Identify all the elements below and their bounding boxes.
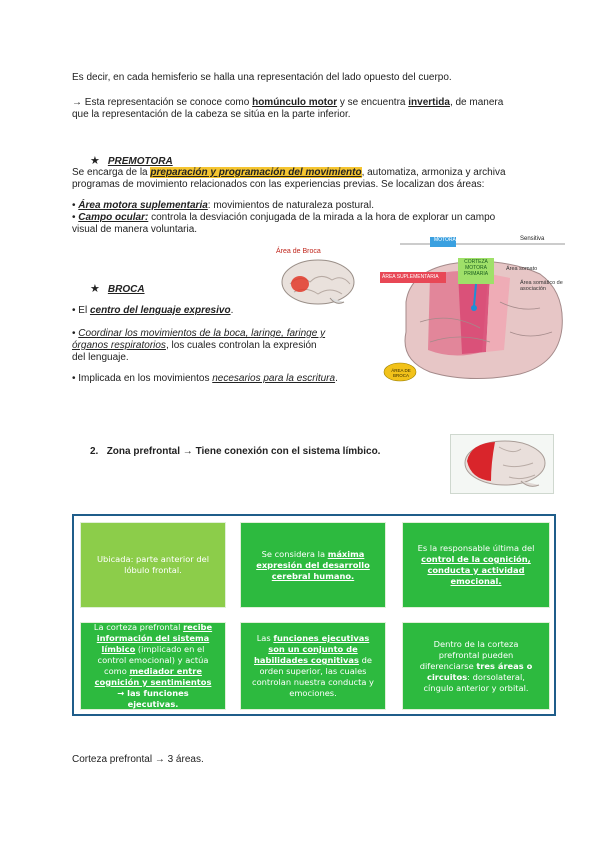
broca-title: BROCA xyxy=(107,284,145,295)
broca-item-2 xyxy=(72,328,372,364)
broca-item2-b: , los cuales controlan la expresión xyxy=(165,340,317,351)
homunculo-text-c: , de manera xyxy=(449,97,504,108)
motor-cortex-figure xyxy=(370,232,570,394)
broca-item3-a: • Implicada en los movimientos xyxy=(72,373,213,384)
grid-cell-funciones-text xyxy=(251,633,375,699)
grid-c5-b: de orden superior, las cuales controlan nuestra conducta y emociones. xyxy=(252,655,374,698)
grid-c4-u2: mediador entre cognición y sentimientos xyxy=(94,666,212,687)
grid-cell-areas-text xyxy=(413,639,539,694)
broca-brain-figure xyxy=(270,246,360,308)
campo-ocular-term: Campo ocular: xyxy=(78,212,149,223)
footer-line: Corteza prefrontal → 3 áreas. xyxy=(72,754,204,765)
premotora-intro-line2: programas de movimiento relacionados con las experiencias previas. Se localizan dos áreas: xyxy=(72,179,485,190)
grid-c4-u1: recibe información del sistema límbico xyxy=(96,622,213,654)
homunculo-text-b: y se encuentra xyxy=(337,97,409,108)
area-asociacion-label: Área somático de asociación xyxy=(520,280,563,292)
motora-label: MOTORA xyxy=(434,237,456,243)
homunculo-text-a: → Esta representación se conoce como xyxy=(72,97,253,108)
broca-heading xyxy=(90,282,145,295)
section2-text: Zona prefrontal → Tiene conexión con el sistema límbico. xyxy=(106,446,381,457)
broca-item2-term2: órganos respiratorios xyxy=(72,340,166,351)
grid-c2-u: máxima expresión del desarrollo cerebral humano. xyxy=(256,548,370,581)
broca-item2-a: • xyxy=(72,328,79,339)
grid-c3-a: Es la responsable última del xyxy=(417,543,535,553)
premotora-hl1: preparación xyxy=(150,167,208,178)
campo-ocular-text: controla la desviación conjugada de la mirada a la hora de explorar un campo xyxy=(148,212,496,223)
grid-c4-c: → las funciones ejecutivas. xyxy=(117,688,189,709)
homunculo-paragraph xyxy=(72,97,542,121)
intro-paragraph xyxy=(72,72,542,84)
premotora-intro-b: , automatiza, armoniza y archiva xyxy=(361,167,506,178)
premotora-title: PREMOTORA xyxy=(107,156,173,167)
premotora-intro-a: Se encarga de la xyxy=(72,167,151,178)
premotora-bullets xyxy=(72,200,552,236)
grid-c2-a: Se considera la xyxy=(261,548,328,559)
grid-cell-control xyxy=(402,522,550,608)
broca-item1-term: centro del lenguaje expresivo xyxy=(89,305,231,316)
section2-number: 2. xyxy=(90,446,99,457)
grid-cell-areas xyxy=(402,622,550,710)
broca-small-label: ÁREA DE BROCA xyxy=(391,368,411,378)
star-icon: ★ xyxy=(90,283,100,295)
grid-cell-ubicada-text: Ubicada: parte anterior del lóbulo frontal. xyxy=(96,554,210,575)
broca-item2-line3: del lenguaje. xyxy=(72,352,129,363)
grid-cell-maxima-text xyxy=(251,549,375,582)
grid-cell-maxima xyxy=(240,522,386,608)
star-icon: ★ xyxy=(90,155,100,167)
broca-item2-term: Coordinar los movimientos de la boca, laringe, faringe y xyxy=(78,328,326,339)
broca-item3-term: necesarios para la escritura xyxy=(212,373,336,384)
grid-cell-funciones xyxy=(240,622,386,710)
primary-cortex-label: CORTEZA MOTORA PRIMARIA xyxy=(463,259,489,277)
premotora-heading xyxy=(90,154,173,167)
grid-c5-a: Las xyxy=(256,633,274,643)
area-somato-label: Área somato xyxy=(506,266,538,272)
prefrontal-grid xyxy=(72,514,556,716)
homunculo-line2: que la representación de la cabeza se sitúa en la parte inferior. xyxy=(72,109,351,120)
grid-cell-ubicada xyxy=(80,522,226,608)
section2-heading xyxy=(90,446,380,457)
grid-c4-a: La corteza prefrontal xyxy=(93,622,184,632)
broca-item-1 xyxy=(72,305,372,317)
broca-figure-label: Área de Broca xyxy=(276,248,321,255)
area-motora-term: Área motora suplementaria xyxy=(78,200,208,211)
grid-cell-limbico xyxy=(80,622,226,710)
grid-cell-limbico-text xyxy=(91,622,215,710)
grid-c6-c: : dorsolateral, cíngulo anterior y orbital. xyxy=(423,671,529,693)
grid-c6-b: tres áreas o circuitos xyxy=(427,660,533,682)
grid-c3-u: control de la cognición, conducta y actividad emocional. xyxy=(421,554,531,586)
grid-c6-a: Dentro de la corteza prefrontal pueden diferenciarse xyxy=(419,638,519,671)
broca-item3-b: . xyxy=(335,373,338,384)
premotora-hl2: y programación del movimiento xyxy=(207,167,362,178)
broca-item1-a: • El xyxy=(72,305,90,316)
invertida-term: invertida xyxy=(408,97,450,108)
area-suplementaria-label: ÁREA SUPLEMENTARIA xyxy=(382,274,439,280)
prefrontal-brain-figure xyxy=(450,434,554,494)
broca-item1-b: . xyxy=(230,305,234,316)
sensitiva-label: Sensitiva xyxy=(520,236,545,242)
footer-text xyxy=(72,754,204,765)
grid-cell-control-text xyxy=(413,543,539,587)
grid-c4-b: (implicado en el control emocional) y actúa como xyxy=(97,644,209,676)
campo-ocular-line2: visual de manera voluntaria. xyxy=(72,224,198,235)
bullet-icon: • xyxy=(72,212,76,223)
broca-item-3 xyxy=(72,373,372,385)
premotora-paragraph xyxy=(72,167,552,191)
bullet-icon: • xyxy=(72,200,76,211)
grid-c5-u: funciones ejecutivas son un conjunto de habilidades cognitivas xyxy=(254,633,370,665)
intro-text: Es decir, en cada hemisferio se halla una representación del lado opuesto del cuerpo. xyxy=(72,72,452,83)
area-motora-text: : movimientos de naturaleza postural. xyxy=(207,200,374,211)
homunculo-term: homúnculo motor xyxy=(252,97,338,108)
